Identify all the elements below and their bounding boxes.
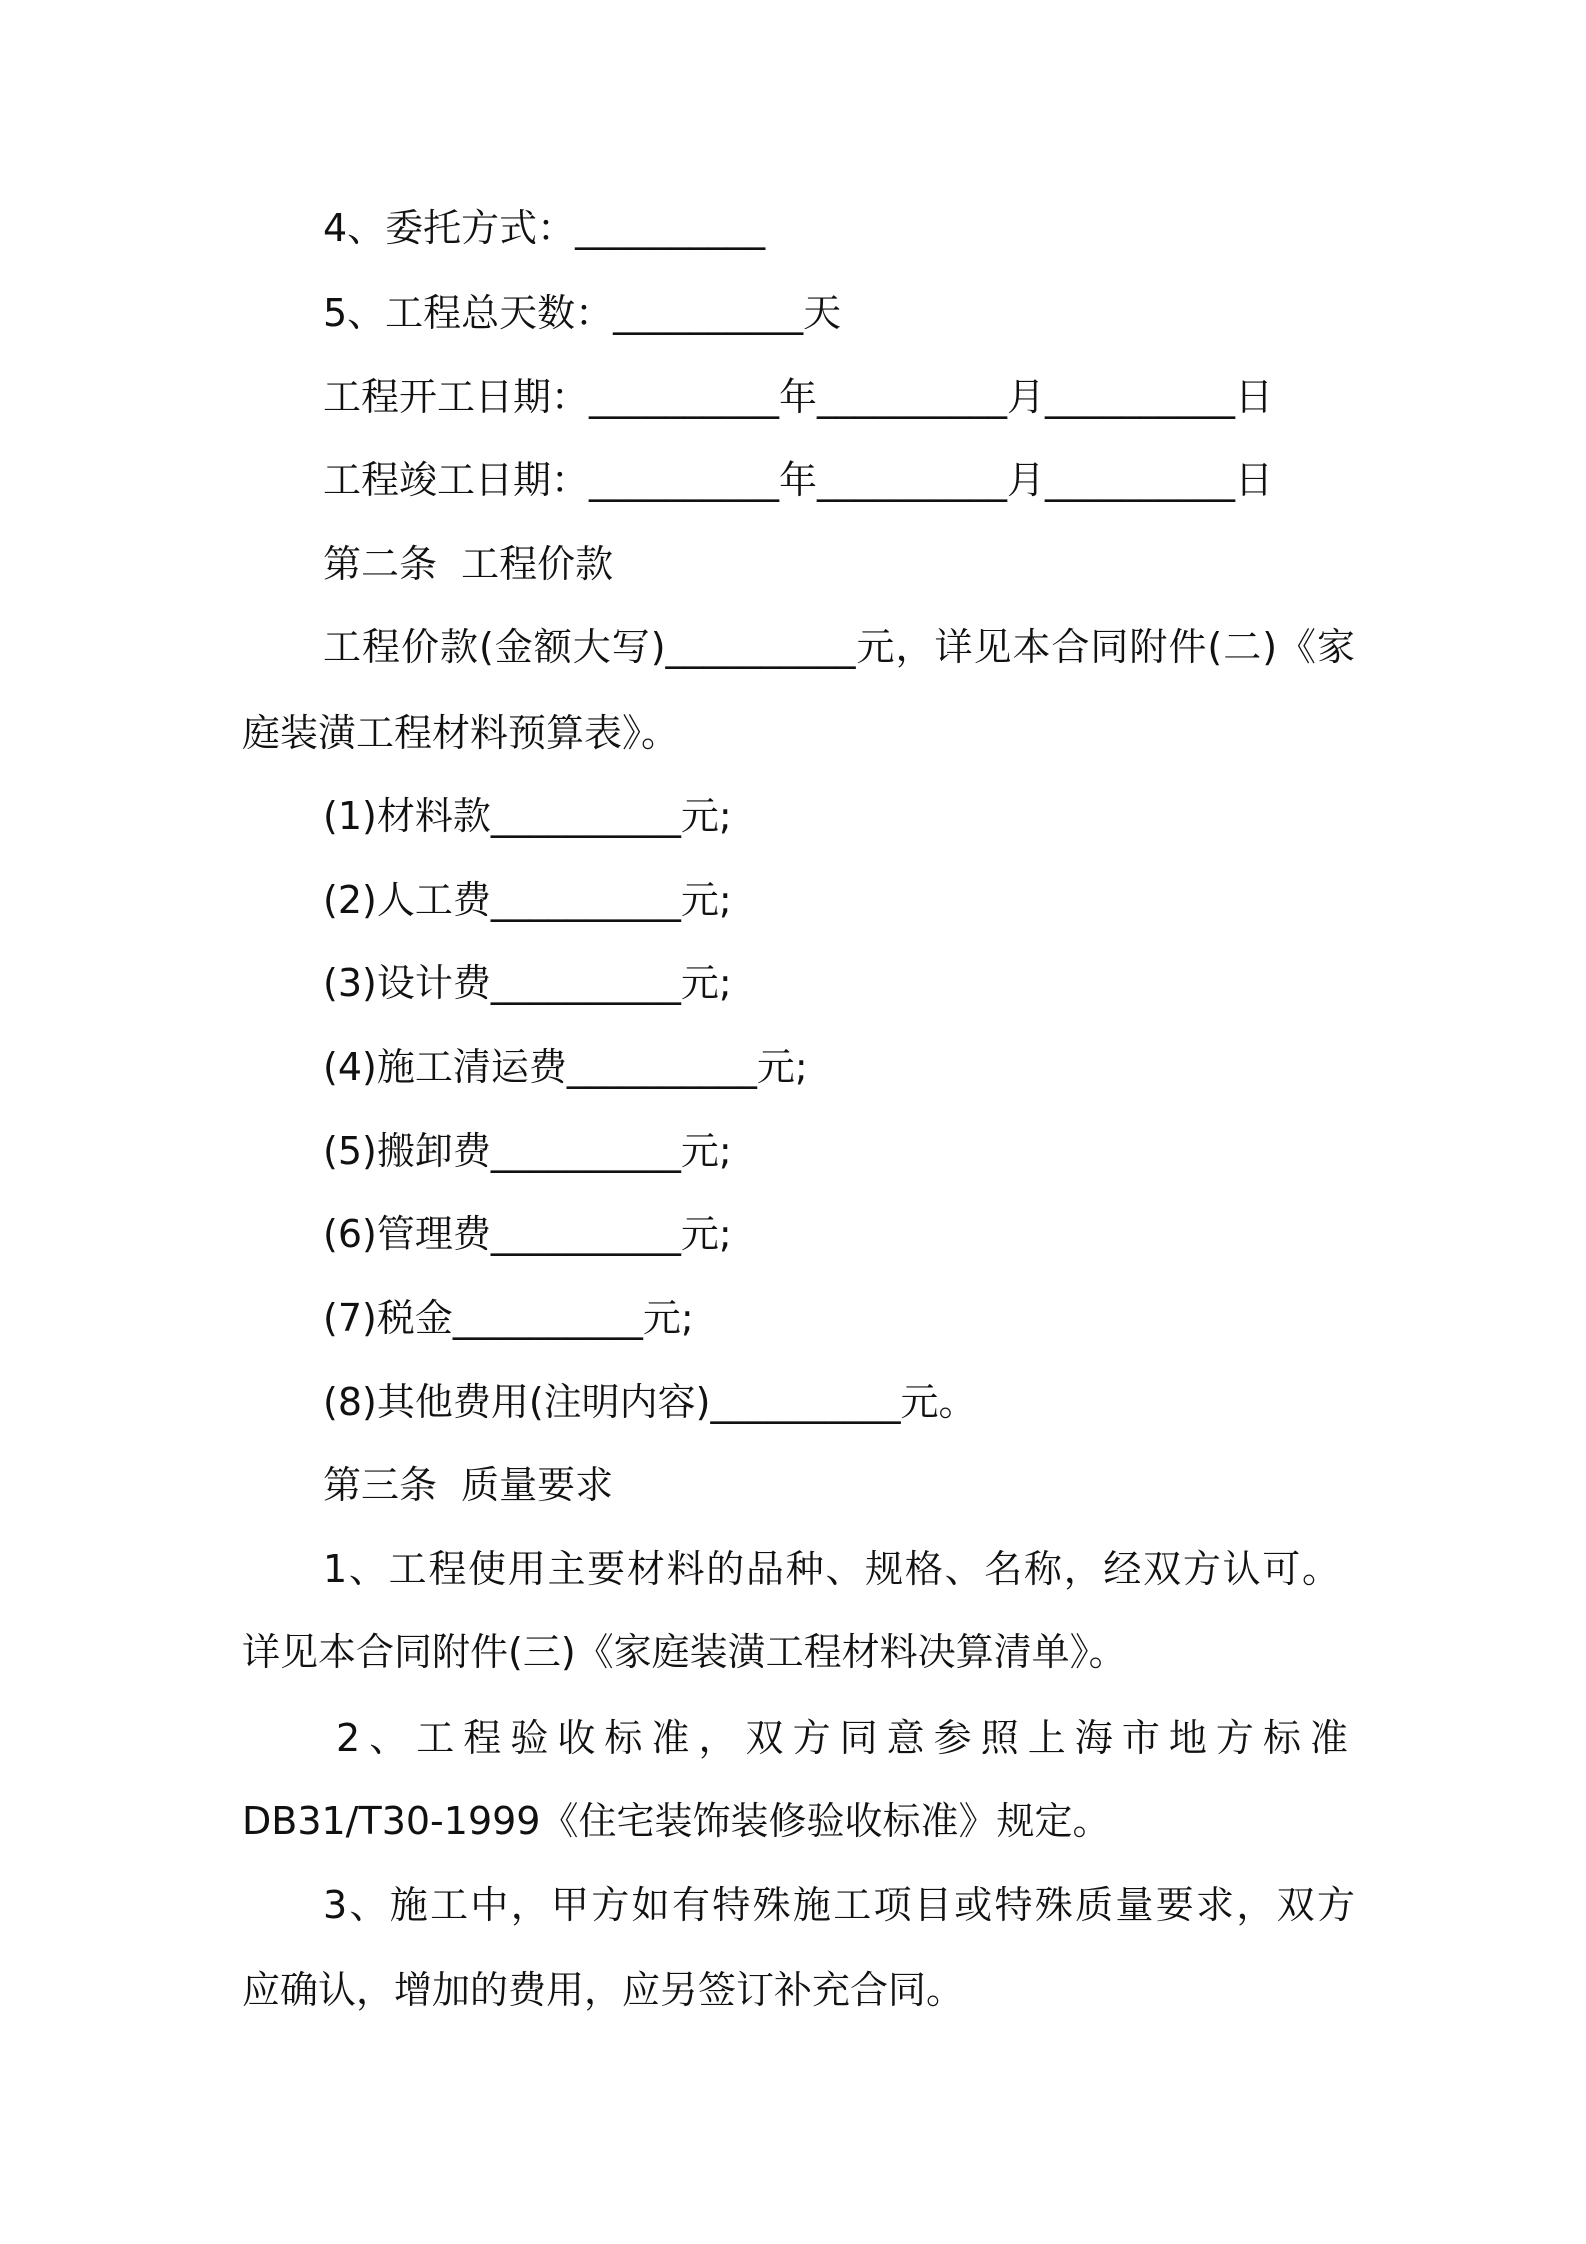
fee-item: (5)搬卸费__________元;	[323, 1129, 732, 1173]
fee-item: (7)税金__________元;	[323, 1296, 694, 1340]
project-price-text: 工程价款(金额大写)__________元，详见本合同附件(二)《家	[323, 625, 1355, 669]
quality-clause-3: 3、施工中，甲方如有特殊施工项目或特殊质量要求，双方	[323, 1883, 1355, 1927]
quality-clause-3-cont: 应确认，增加的费用，应另签订补充合同。	[242, 1968, 965, 2012]
article-two-heading: 第二条 工程价款	[323, 542, 614, 586]
project-price-text-cont: 庭装潢工程材料预算表》。	[242, 711, 680, 755]
article-three-heading: 第三条 质量要求	[323, 1463, 614, 1507]
fee-item: (3)设计费__________元;	[323, 961, 732, 1005]
fee-item: (8)其他费用(注明内容)__________元。	[323, 1380, 977, 1424]
fee-item: (6)管理费__________元;	[323, 1212, 732, 1256]
quality-clause-2-cont: DB31/T30-1999《住宅装饰装修验收标准》规定。	[242, 1799, 1111, 1843]
quality-clause-1-cont: 详见本合同附件(三)《家庭装潢工程材料决算清单》。	[242, 1630, 1127, 1674]
fee-item: (4)施工清运费__________元;	[323, 1045, 808, 1089]
clause-start-date: 工程开工日期：__________年__________月__________日	[323, 375, 1274, 419]
fee-item: (2)人工费__________元;	[323, 878, 732, 922]
fee-item: (1)材料款__________元;	[323, 794, 732, 838]
quality-clause-2: 2、工程验收标准，双方同意参照上海市地方标准	[336, 1716, 1348, 1760]
quality-clause-1: 1、工程使用主要材料的品种、规格、名称，经双方认可。	[323, 1547, 1340, 1591]
clause-completion-date: 工程竣工日期：__________年__________月__________日	[323, 458, 1274, 502]
clause-delegation-method: 4、委托方式：__________	[323, 206, 766, 250]
clause-total-days: 5、工程总天数：__________天	[323, 291, 842, 335]
